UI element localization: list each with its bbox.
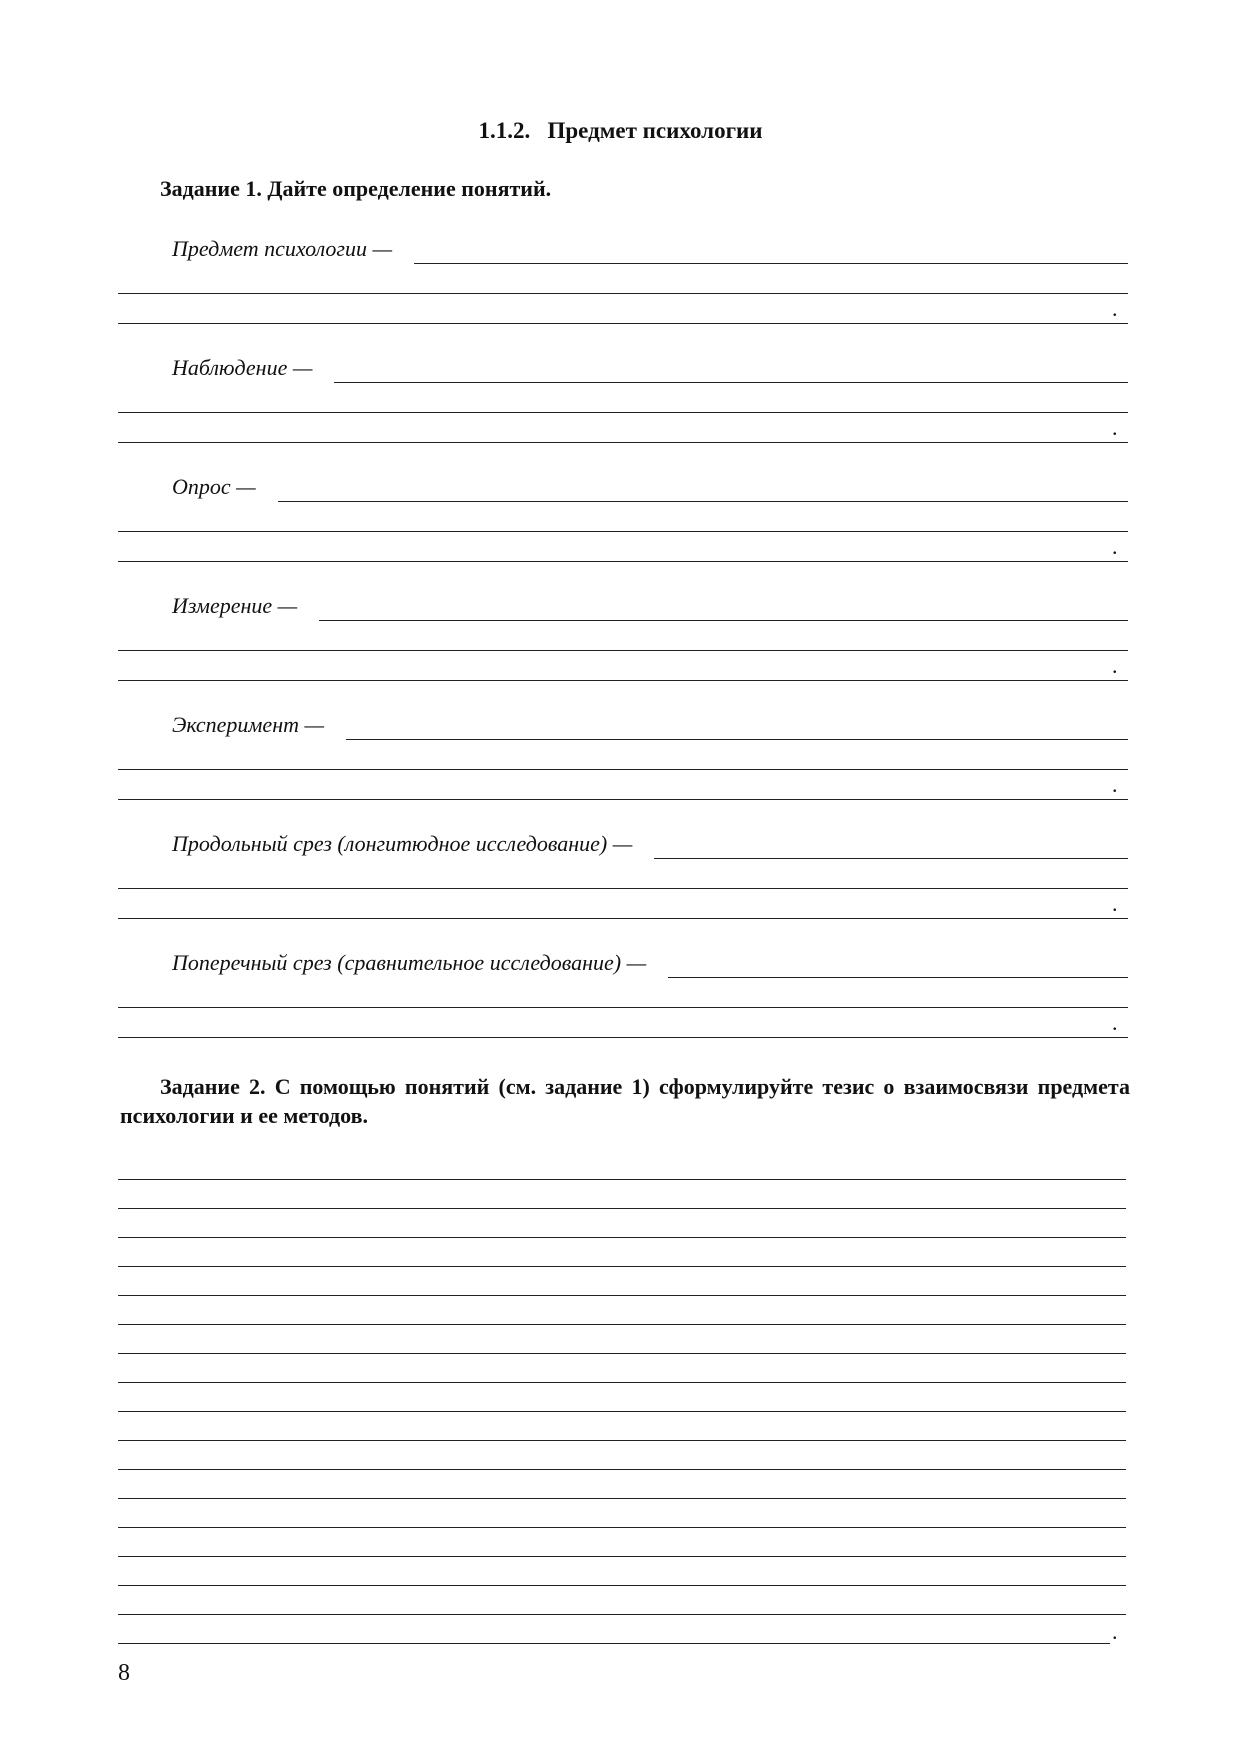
answer-line[interactable]: [118, 1498, 1126, 1499]
end-period: .: [1112, 653, 1118, 678]
answer-line[interactable]: [118, 1411, 1126, 1412]
answer-line[interactable]: [118, 531, 1128, 532]
task1-title: Задание 1. Дайте определение понятий.: [160, 176, 552, 201]
answer-line[interactable]: [118, 1440, 1126, 1441]
answer-line[interactable]: [668, 977, 1128, 978]
task2-title: Задание 2. С помощью понятий (см. задание 1) сформулируйте тезис о взаимосвязи предмета психологии и ее методов.: [120, 1074, 1130, 1128]
term-label: Измерение —: [172, 593, 298, 618]
answer-line[interactable]: [118, 561, 1128, 562]
answer-line[interactable]: [118, 650, 1128, 651]
answer-line[interactable]: [118, 1179, 1126, 1180]
end-period: .: [1112, 1010, 1118, 1035]
term-label: Эксперимент —: [172, 712, 325, 737]
answer-line[interactable]: [118, 1556, 1126, 1557]
answer-line[interactable]: [118, 1353, 1126, 1354]
answer-line[interactable]: [118, 1007, 1128, 1008]
answer-line[interactable]: [278, 501, 1128, 502]
end-period: .: [1112, 296, 1118, 321]
end-period: .: [1112, 534, 1118, 559]
end-period: .: [1112, 772, 1118, 797]
answer-line[interactable]: [118, 1208, 1126, 1209]
answer-line[interactable]: [118, 412, 1128, 413]
end-period: .: [1112, 891, 1118, 916]
term-label: Наблюдение —: [172, 355, 313, 380]
end-period: .: [1112, 415, 1118, 440]
answer-line[interactable]: [118, 680, 1128, 681]
answer-line[interactable]: [118, 888, 1128, 889]
term-label: Продольный срез (лонгитюдное исследование) —: [172, 831, 633, 856]
answer-line[interactable]: [118, 1469, 1126, 1470]
answer-line[interactable]: [118, 1237, 1126, 1238]
answer-line[interactable]: [118, 1527, 1126, 1528]
answer-line[interactable]: [346, 739, 1128, 740]
answer-line[interactable]: [118, 1585, 1126, 1586]
answer-line[interactable]: [118, 1266, 1126, 1267]
answer-line[interactable]: [118, 293, 1128, 294]
section-title: Предмет психологии: [547, 118, 763, 143]
answer-line[interactable]: [118, 769, 1128, 770]
term-label: Предмет психологии —: [172, 236, 393, 261]
answer-line[interactable]: [414, 263, 1128, 264]
answer-line[interactable]: [118, 799, 1128, 800]
answer-line[interactable]: [334, 382, 1128, 383]
term-label: Поперечный срез (сравнительное исследование) —: [172, 950, 647, 975]
answer-line[interactable]: [118, 1037, 1128, 1038]
answer-line[interactable]: [118, 1382, 1126, 1383]
answer-line[interactable]: [118, 918, 1128, 919]
answer-line[interactable]: [118, 1614, 1126, 1615]
end-period: .: [1112, 1619, 1118, 1644]
answer-line[interactable]: [118, 1324, 1126, 1325]
term-label: Опрос —: [172, 474, 256, 499]
section-heading: [0, 118, 1241, 144]
answer-line[interactable]: [118, 1643, 1110, 1644]
answer-line[interactable]: [319, 620, 1128, 621]
page-number: 8: [118, 1660, 130, 1686]
answer-line[interactable]: [118, 442, 1128, 443]
answer-line[interactable]: [118, 323, 1128, 324]
answer-line[interactable]: [654, 858, 1128, 859]
answer-line[interactable]: [118, 1295, 1126, 1296]
section-number: 1.1.2.: [478, 118, 531, 143]
